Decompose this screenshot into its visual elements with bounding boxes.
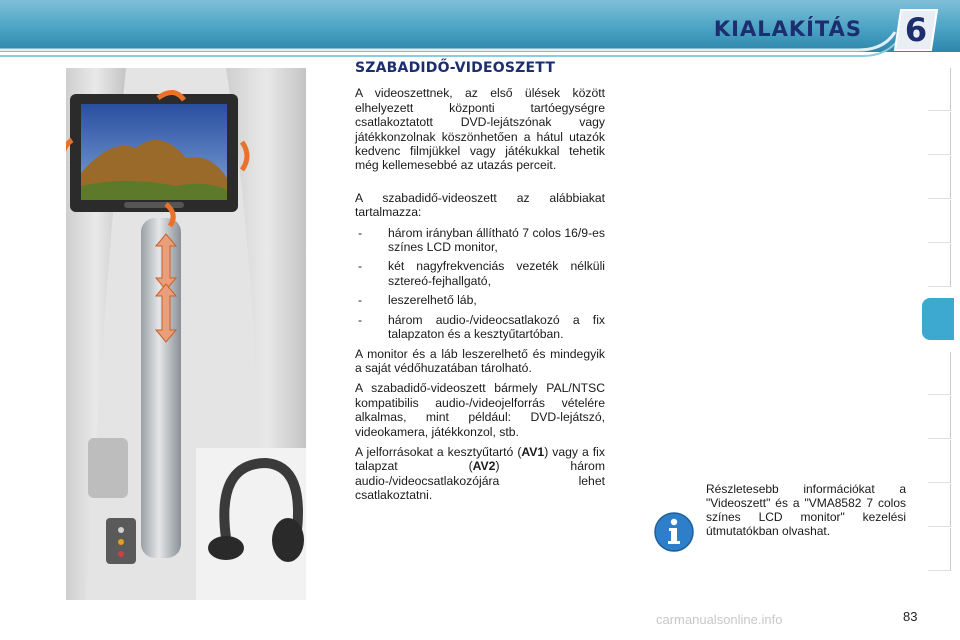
compat-paragraph: A szabadidő-videoszett bármely PAL/NTSC kompatibilis audio-/videojelforrás vételére alkalmas, mint például: DVD-lejátszó, videokamera, játékkonzol, stb. — [355, 381, 605, 439]
side-tab-9[interactable] — [928, 440, 951, 483]
list-item: - két nagyfrekvenciás vezeték nélküli sztereó-fejhallgató, — [355, 259, 605, 288]
info-text: Részletesebb információkat a "Videoszett" és a "VMA8582 7 colos színes LCD monitor" kezelési útmutatókban olvashat. — [706, 482, 906, 538]
video-kit-illustration — [66, 68, 306, 600]
list-item: - három audio-/videocsatlakozó a fix talapzaton és a kesztyűtartóban. — [355, 313, 605, 342]
side-tab-2[interactable] — [928, 112, 951, 155]
article-heading: SZABADIDŐ-VIDEOSZETT — [355, 60, 556, 76]
page-number: 83 — [903, 609, 918, 624]
side-tab-7[interactable] — [928, 352, 951, 395]
contents-intro: A szabadidő-videoszett az alábbiakat tartalmazza: — [355, 190, 605, 220]
chapter-badge — [893, 8, 939, 52]
stand-pole — [141, 218, 181, 558]
info-icon — [654, 512, 694, 552]
intro-paragraph: A videoszettnek, az első ülések között elhelyezett központi tartóegységre csatlakoztatott DVD-lejátszónak vagy játékkonzolnak köszönhetően a hátul utazók kedvenc filmjükkel vagy játékukkal tehetik még kellemesebbé az utazás perceit. — [355, 86, 605, 173]
av1-label: AV1 — [521, 444, 545, 459]
list-item: - három irányban állítható 7 colos 16/9-es színes LCD monitor, — [355, 226, 605, 255]
list-item: - leszerelhető láb, — [355, 293, 605, 307]
side-tab-5[interactable] — [928, 244, 951, 287]
side-tab-1[interactable] — [928, 68, 951, 111]
av2-label: AV2 — [472, 459, 496, 474]
watermark: carmanualsonline.info — [656, 612, 783, 627]
connect-text: A jelforrásokat a kesztyűtartó ( — [355, 444, 522, 459]
side-tab-8[interactable] — [928, 396, 951, 439]
connect-text: ) három audio-/videocsatlakozójára lehet csatlakoztatni. — [355, 459, 605, 503]
side-tab-10[interactable] — [928, 484, 951, 527]
side-tab-4[interactable] — [928, 200, 951, 243]
side-tab-11[interactable] — [928, 528, 951, 571]
side-tab-strip — [928, 68, 960, 573]
article — [355, 61, 605, 509]
side-tab-3[interactable] — [928, 156, 951, 199]
connect-paragraph — [355, 445, 605, 503]
chapter-number: 6 — [904, 11, 928, 49]
connect-text: ) vagy a fix talapzat ( — [355, 444, 605, 474]
contents-list — [355, 226, 605, 342]
storage-paragraph: A monitor és a láb leszerelhető és mindegyik a saját védőhuzatában tárolható. — [355, 346, 605, 375]
side-tab-6[interactable] — [922, 298, 954, 340]
chapter-title: KIALAKÍTÁS — [713, 17, 862, 41]
